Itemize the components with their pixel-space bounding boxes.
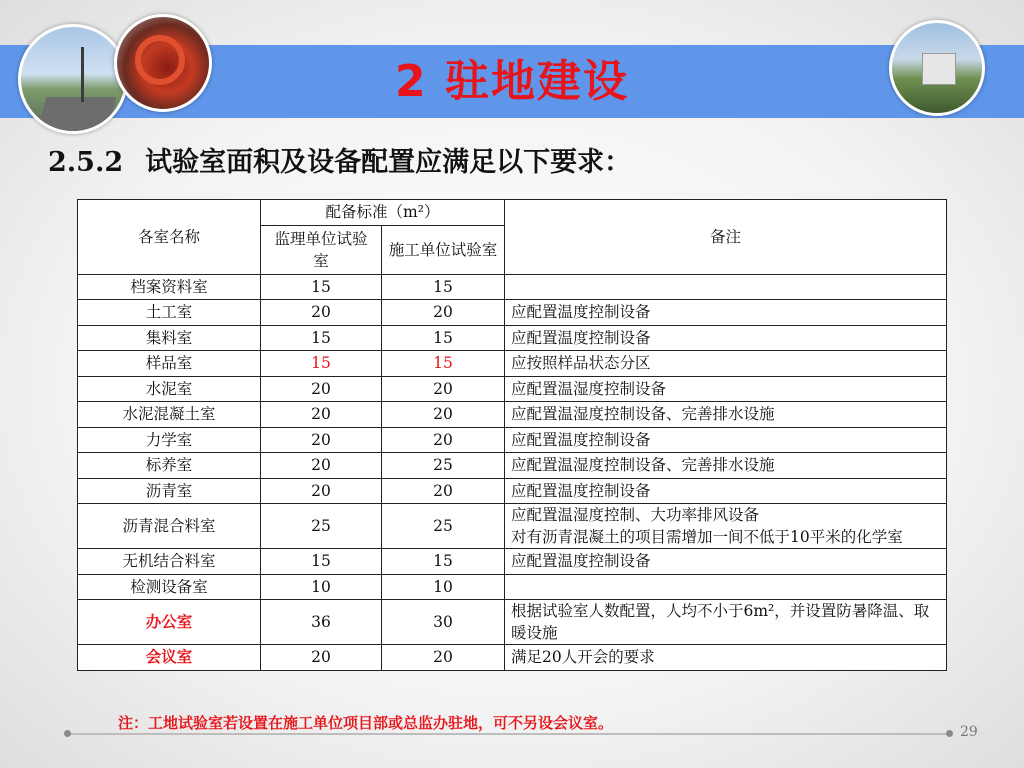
- supervisor-area: 20: [261, 645, 382, 671]
- remarks-line: 对有沥青混凝土的项目需增加一间不低于10平米的化学室: [511, 528, 903, 546]
- table-header-row: [78, 200, 947, 226]
- table-row: [78, 574, 947, 600]
- footer-dot-left: [64, 730, 71, 737]
- supervisor-area: 20: [261, 300, 382, 326]
- remarks: 根据试验室人数配置，人均不小于6m²，并设置防暑降温、取暖设施: [505, 600, 947, 645]
- room-name: 无机结合料室: [78, 549, 261, 575]
- supervisor-area: 20: [261, 427, 382, 453]
- contractor-area: 15: [382, 549, 505, 575]
- remarks: 应配置温湿度控制设备: [505, 376, 947, 402]
- table-row: [78, 453, 947, 479]
- remarks: 应配置温度控制设备: [505, 549, 947, 575]
- supervisor-area: 20: [261, 402, 382, 428]
- header-remarks: 备注: [505, 200, 947, 275]
- slide-title: 2 驻地建设: [395, 56, 629, 107]
- remarks: 应配置温度控制设备: [505, 478, 947, 504]
- footer-divider: [70, 733, 952, 735]
- site-photo-building: [889, 20, 985, 116]
- contractor-area: 20: [382, 402, 505, 428]
- contractor-area: 20: [382, 376, 505, 402]
- supervisor-area: 36: [261, 600, 382, 645]
- remarks: 应配置温度控制设备: [505, 300, 947, 326]
- building-shape: [922, 53, 956, 85]
- remarks: 满足20人开会的要求: [505, 645, 947, 671]
- supervisor-area: 15: [261, 351, 382, 377]
- table-row: [78, 402, 947, 428]
- remarks: [505, 504, 947, 549]
- contractor-area: 25: [382, 453, 505, 479]
- remarks: [505, 274, 947, 300]
- remarks: 应配置温湿度控制设备、完善排水设施: [505, 402, 947, 428]
- contractor-area: 20: [382, 300, 505, 326]
- room-name: 水泥混凝土室: [78, 402, 261, 428]
- contractor-area: 20: [382, 478, 505, 504]
- room-name: 档案资料室: [78, 274, 261, 300]
- table-row: [78, 274, 947, 300]
- room-name: 样品室: [78, 351, 261, 377]
- supervisor-area: 10: [261, 574, 382, 600]
- contractor-area: 15: [382, 351, 505, 377]
- machine-ring-shape: [135, 35, 185, 85]
- contractor-area: 25: [382, 504, 505, 549]
- room-name: 土工室: [78, 300, 261, 326]
- contractor-area: 10: [382, 574, 505, 600]
- header-standard: 配备标准（m²）: [261, 200, 505, 226]
- contractor-area: 20: [382, 645, 505, 671]
- supervisor-area: 20: [261, 376, 382, 402]
- room-name: 检测设备室: [78, 574, 261, 600]
- supervisor-area: 25: [261, 504, 382, 549]
- supervisor-area: 15: [261, 549, 382, 575]
- room-name: 水泥室: [78, 376, 261, 402]
- supervisor-area: 15: [261, 325, 382, 351]
- header-room-name: 各室名称: [78, 200, 261, 275]
- page-number: 29: [960, 724, 978, 740]
- table-row: [78, 504, 947, 549]
- lab-requirements-table: [77, 199, 947, 671]
- supervisor-area: 20: [261, 453, 382, 479]
- table-row: [78, 645, 947, 671]
- site-photo-machinery: [114, 14, 212, 112]
- lamp-pole-shape: [81, 47, 84, 102]
- table-row: [78, 478, 947, 504]
- section-heading: [48, 140, 631, 179]
- remarks-line: 应配置温湿度控制、大功率排风设备: [511, 506, 760, 524]
- contractor-area: 15: [382, 274, 505, 300]
- room-name: 沥青室: [78, 478, 261, 504]
- contractor-area: 20: [382, 427, 505, 453]
- table-row: [78, 376, 947, 402]
- section-number: 2.5.2: [48, 147, 124, 178]
- site-photo-camp: [18, 24, 128, 134]
- table-row: [78, 300, 947, 326]
- room-name: 办公室: [78, 600, 261, 645]
- room-name: 标养室: [78, 453, 261, 479]
- footer-dot-right: [946, 730, 953, 737]
- room-name: 力学室: [78, 427, 261, 453]
- footnote: 注：工地试验室若设置在施工单位项目部或总监办驻地，可不另设会议室。: [118, 714, 614, 732]
- room-name: 会议室: [78, 645, 261, 671]
- table-row: [78, 351, 947, 377]
- remarks: 应配置温湿度控制设备、完善排水设施: [505, 453, 947, 479]
- remarks: 应配置温度控制设备: [505, 427, 947, 453]
- remarks: 应配置温度控制设备: [505, 325, 947, 351]
- header-supervisor-lab: 监理单位试验室: [261, 225, 382, 274]
- road-shape: [36, 97, 117, 134]
- contractor-area: 30: [382, 600, 505, 645]
- table-row: [78, 549, 947, 575]
- supervisor-area: 15: [261, 274, 382, 300]
- table-row: [78, 600, 947, 645]
- section-heading-text: 试验室面积及设备配置应满足以下要求：: [145, 147, 632, 178]
- room-name: 沥青混合料室: [78, 504, 261, 549]
- table-row: [78, 325, 947, 351]
- remarks: [505, 574, 947, 600]
- header-contractor-lab: 施工单位试验室: [382, 225, 505, 274]
- contractor-area: 15: [382, 325, 505, 351]
- room-name: 集料室: [78, 325, 261, 351]
- remarks: 应按照样品状态分区: [505, 351, 947, 377]
- supervisor-area: 20: [261, 478, 382, 504]
- table-row: [78, 427, 947, 453]
